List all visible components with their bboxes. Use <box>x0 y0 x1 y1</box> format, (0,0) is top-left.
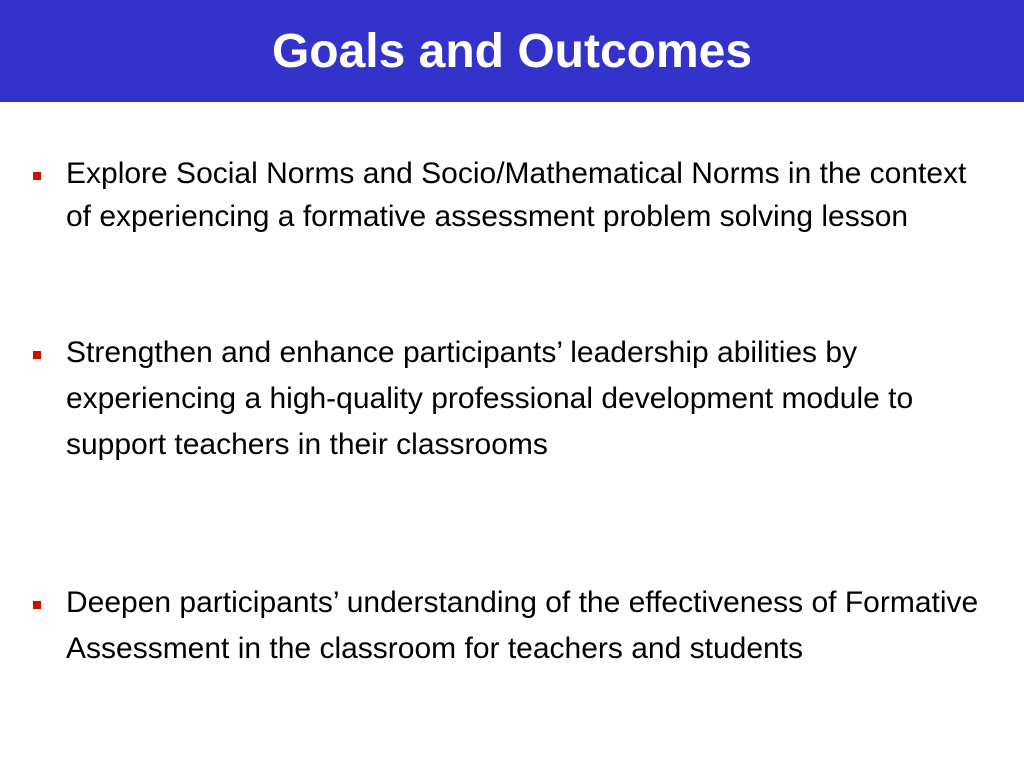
bullet-text: Explore Social Norms and Socio/Mathematical Norms in the context of experiencing a formative assessment problem solving lesson <box>66 157 967 233</box>
slide-title: Goals and Outcomes <box>271 25 753 78</box>
bullet-text: Deepen participants’ understanding of the effectiveness of Formative Assessment in the classroom for teachers and students <box>66 586 979 665</box>
square-bullet-icon <box>33 351 41 359</box>
square-bullet-icon <box>33 601 41 609</box>
square-bullet-icon <box>33 172 41 180</box>
bullet-text: Strengthen and enhance participants’ leadership abilities by experiencing a high-quality professional development module to support teachers in their classrooms <box>66 336 914 461</box>
